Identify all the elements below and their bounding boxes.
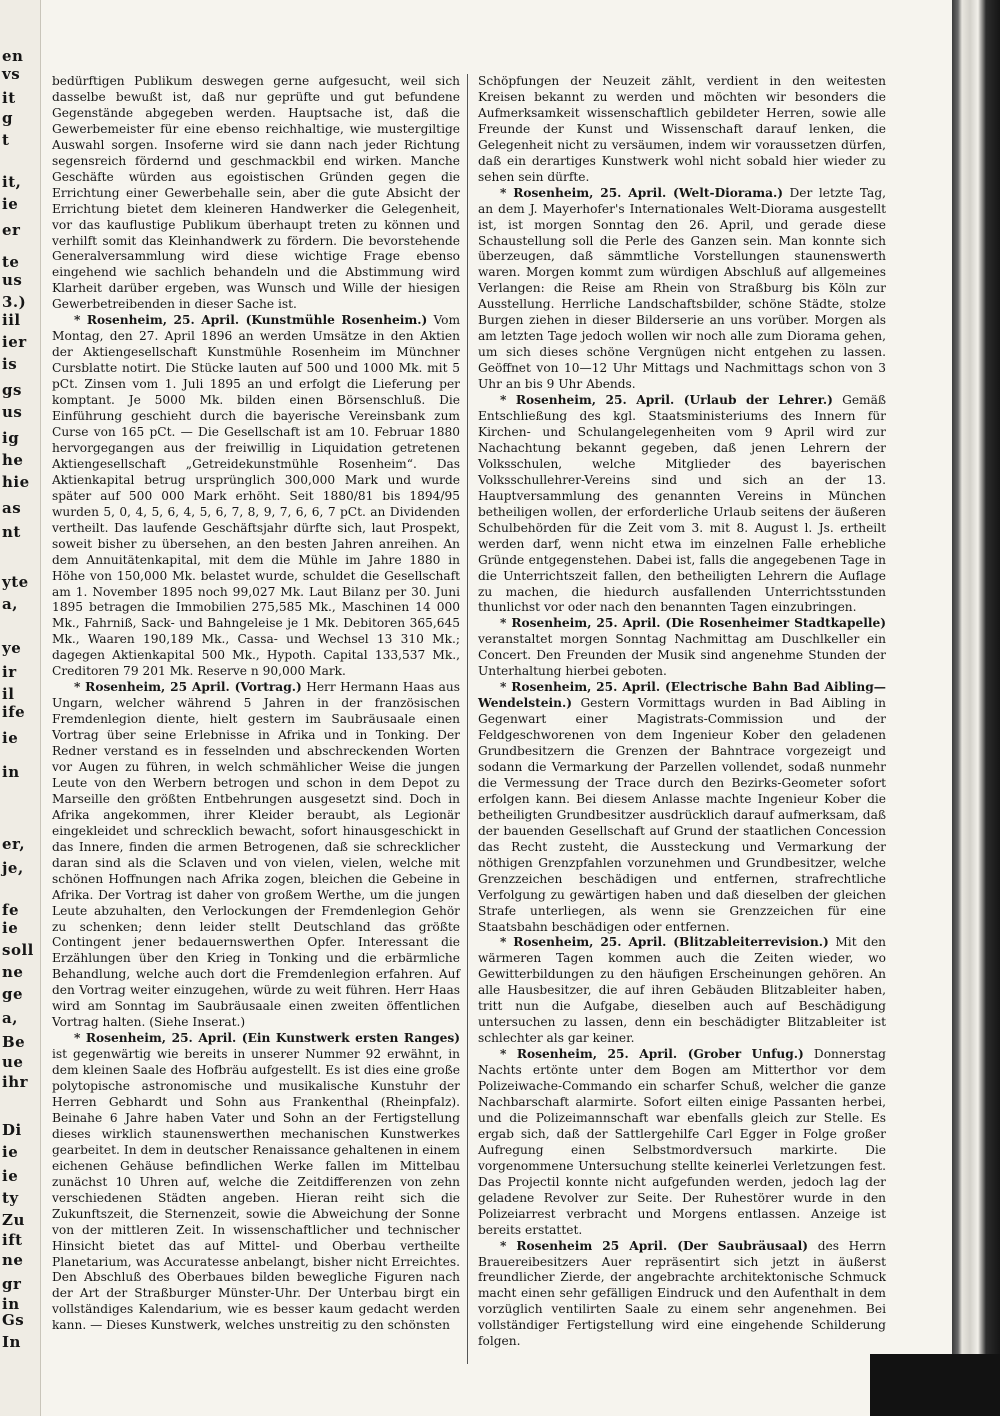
margin-fragment: ie xyxy=(2,729,19,747)
article-paragraph xyxy=(52,74,460,313)
margin-fragment: Gs xyxy=(2,1311,25,1329)
article-body: Mit den wärmeren Tagen kommen auch die Zeiten wieder, wo Gewitterbildungen zu den häufigen Erscheinungen gehören. An alle Hausbesitzer, die auf ihren Gebäuden Blitzableiter haben, tritt nun die Aufgabe, dieselben auch auf Beschädigung untersuchen zu lassen, denn ein beschädigter Blitzableiter ist schlechter als gar keiner. xyxy=(478,935,887,1046)
margin-fragment: is xyxy=(2,355,18,373)
article-paragraph xyxy=(478,74,886,186)
article-body: Gestern Vormittags wurden in Bad Aibling in Gegenwart einer Magistrats-Commission und der Feldgeschworenen von dem Ingenieur Kober den geladenen Grundbesitzern die Grenzen der Bahntrace vorgezeigt und sodann die Vermarkung der Parzellen vollendet, sodaß nunmehr die Vermessung der Trace durch den Bezirks-Geometer sofort erfolgen kann. Bei diesem Anlasse machte Ingenieur Kober die betheiligten Grundbesitzer ausdrücklich darauf aufmerksam, daß der bauenden Gesellschaft auf Grund der staatlichen Concession das Recht zusteht, die Aussteckung und Vermarkung der nöthigen Grenzpfahlen vorzunehmen und Grundbesitzer, welche Grenzzeichen beschädigen und entfernen, strafrechtliche Verfolgung zu gewärtigen haben und daß dieselben der gleichen Strafe unterliegen, als wenn sie Grenzzeichen für eine Staatsbahn beschädigen oder entfernen. xyxy=(478,696,887,934)
article-paragraph xyxy=(52,680,460,1031)
margin-fragment: gr xyxy=(2,1275,22,1293)
margin-fragment: Zu xyxy=(2,1211,25,1229)
margin-fragment: vs xyxy=(2,65,21,83)
margin-fragment: ne xyxy=(2,963,24,981)
margin-fragment: er xyxy=(2,221,21,239)
margin-fragment: ge xyxy=(2,985,24,1003)
margin-fragment: fe xyxy=(2,901,19,919)
margin-fragment: ier xyxy=(2,333,27,351)
article-body: Schöpfungen der Neuzeit zählt, verdient in den weitesten Kreisen bekannt zu werden und möchten wir besonders die Aufmerksamkeit wissenschaftlich gebildeter Herren, sowie alle Freunde der Kunst und Wissenschaft darauf lenken, die Gelegenheit nicht zu versäumen, indem wir voraussetzen dürfen, daß ein derartiges Kunstwerk wohl nicht sobald hier wieder zu sehen sein dürfte. xyxy=(478,74,886,184)
margin-fragment: ty xyxy=(2,1189,19,1207)
margin-fragment: ihr xyxy=(2,1073,29,1091)
margin-fragment: a, xyxy=(2,1009,18,1027)
article-paragraph xyxy=(52,313,460,680)
margin-fragment: as xyxy=(2,499,22,517)
article-paragraph xyxy=(478,1047,886,1238)
margin-fragment: he xyxy=(2,451,24,469)
binding-corner-block xyxy=(870,1354,1000,1416)
article-body: veranstaltet morgen Sonntag Nachmittag am Duschlkeller ein Concert. Den Freunden der Musik sind angenehme Stunden der Unterhaltung hierbei geboten. xyxy=(478,632,886,679)
article-paragraph xyxy=(478,186,886,393)
right-column xyxy=(478,74,886,1350)
margin-fragment: nt xyxy=(2,523,21,541)
margin-fragment: t xyxy=(2,131,10,149)
margin-fragment: je, xyxy=(2,859,24,877)
margin-fragment: soll xyxy=(2,941,34,959)
article-body: bedürftigen Publikum deswegen gerne aufgesucht, weil sich dasselbe bewußt ist, daß nur geprüfte und gut befundene Gegenstände abgegeben werden. Hauptsache ist, daß die Gewerbemeister für eine ebenso reichhaltige, wie mustergiltige Auswahl sorgen. Insoferne wird sie dann nach jeder Richtung segensreich fördernd und geschmackbil end wirken. Manche Geschäfte würden aus egoistischen Gründen gegen die Errichtung einer Gewerbehalle sein, aber die gute Absicht der Errichtung bietet dem kleineren Handwerker die Gelegenheit, vor das kauflustige Publikum überhaupt treten zu können und verhilft somit das Kleinhandwerk zu fördern. Die bevorstehende Generalversammlung wird diese wichtige Frage ebenso eingehend wie sachlich behandeln und die Abstimmung wird Klarheit darüber ergeben, was Wunsch und Wille der hiesigen Gewerbetreibenden in dieser Sache ist. xyxy=(52,74,460,312)
margin-fragment: ift xyxy=(2,1231,23,1249)
margin-fragment: In xyxy=(2,1333,21,1351)
margin-fragment: us xyxy=(2,271,23,289)
article-body: Der letzte Tag, an dem J. Mayerhofer's Internationales Welt-Diorama ausgestellt ist, ist morgen Sonntag den 26. April, und gerade diese Schaustellung soll die Perle des Ganzen sein. Man konnte sich überzeugen, daß sämmtliche Vorstellungen staunenswerth waren. Morgen kommt zum würdigen Abschluß auf allgemeines Verlangen: die Reise am Rhein von Straßburg bis Köln zur Ausstellung. Herrliche Landschaftsbilder, schöne Städte, stolze Burgen ziehen in dieser Bilderserie an uns vorüber. Morgen als am letzten Tage jedoch wollen wir noch alle zum Diorama gehen, um sich dieses schöne Vergnügen nicht entgehen zu lassen. Geöffnet von 10—12 Uhr Mittags und Nachmittags schon von 3 Uhr an bis 9 Uhr Abends. xyxy=(478,185,886,392)
margin-fragment: Di xyxy=(2,1121,22,1139)
margin-fragment: us xyxy=(2,403,23,421)
article-body: Vom Montag, den 27. April 1896 an werden Umsätze in den Aktien der Aktiengesellschaft Kunstmühle Rosenheim im Münchner Cursblatte notirt. Die Stücke lauten auf 500 und 1000 Mk. mit 5 pCt. Zinsen vom 1. Juli 1895 an und erfolgt die Lieferung per komptant. Je 5000 Mk. bilden einen Börsenschluß. Die Einführung geschieht durch die bayerische Vereinsbank zum Curse von 165 pCt. — Die Gesellschaft ist am 10. Februar 1880 hervorgegangen aus der freiwillig in Liquidation getretenen Aktiengesellschaft „Getreidekunstmühle Rosenheim“. Das Aktienkapital betrug ursprünglich 300,000 Mark und wurde später auf 500 000 Mark erhöht. Seit 1880/81 bis 1894/95 wurden 5, 0, 4, 5, 6, 4, 5, 6, 7, 8, 9, 7, 6, 6, 7 pCt. an Dividenden vertheilt. Das laufende Geschäftsjahr dürfte sich, laut Prospekt, soweit bisher zu übersehen, an den besten Jahren anreihen. An dem Annuitätenkapital, mit dem die Mühle im Jahre 1880 in Höhe von 150,000 Mk. belastet wurde, schuldet die Gesellschaft am 1. November 1895 noch 99,027 Mk. Laut Bilanz per 30. Juni 1895 betragen die Immobilien 275,585 Mk., Maschinen 14 000 Mk., Fahrniß, Sack- und Bahngeleise je 1 Mk. Debitoren 365,645 Mk., Waaren 190,189 Mk., Cassa- und Wechsel 13 310 Mk.; dagegen Aktienkapital 500 Mk., Hypoth. Capital 133,537 Mk., Creditoren 79 201 Mk. Reserve n 90,000 Mark. xyxy=(52,313,461,679)
margin-fragment: ife xyxy=(2,703,26,721)
article-heading: * Rosenheim, 25. April. (Welt-Diorama.) xyxy=(500,185,784,200)
margin-fragment: er, xyxy=(2,835,26,853)
margin-fragment: Be xyxy=(2,1033,26,1051)
margin-fragment: ie xyxy=(2,919,19,937)
margin-fragment: iil xyxy=(2,311,21,329)
margin-fragment: il xyxy=(2,685,15,703)
article-heading: * Rosenheim, 25. April. (Ein Kunstwerk ersten Ranges) xyxy=(74,1031,460,1046)
margin-fragment: 3.) xyxy=(2,293,27,311)
article-heading: * Rosenheim, 25. April. (Urlaub der Lehrer.) xyxy=(500,393,833,408)
book-binding xyxy=(952,0,1000,1416)
article-heading: * Rosenheim, 25 April. (Vortrag.) xyxy=(74,680,302,695)
article-paragraph xyxy=(478,616,886,680)
margin-fragment: it xyxy=(2,89,16,107)
article-body: Donnerstag Nachts ertönte unter dem Bogen am Mitterthor vor dem Polizeiwache-Commando ein scharfer Schuß, welcher die ganze Nachbarschaft alarmirte. Sofort eilten einige Passanten herbei, und die Polizeimannschaft war ebenfalls gleich zur Stelle. Es ergab sich, daß der Sattlergehilfe Carl Egger in Folge großer Aufregung einen Selbstmordversuch markirte. Die vorgenommene Untersuchung stellte keinerlei Verletzungen fest. Das Projectil konnte nicht aufgefunden werden, jedoch lag der geladene Revolver zur Seite. Der Ruhestörer wurde in den Polizeiarrest verbracht und Morgens entlassen. Anzeige ist bereits erstattet. xyxy=(478,1047,886,1237)
margin-fragment: yte xyxy=(2,573,29,591)
margin-fragment: in xyxy=(2,763,20,781)
margin-fragment: ue xyxy=(2,1053,24,1071)
margin-fragment: ir xyxy=(2,663,17,681)
article-body: Gemäß Entschließung des kgl. Staatsministeriums des Innern für Kirchen- und Schulangelegenheiten vom 9 April wird zur Nachachtung bekannt gegeben, daß jenen Lehrern der Volksschulen, welche Mitglieder des bayerischen Volksschullehrer-Vereins sind und sich an der 13. Hauptversammlung des genannten Vereins in München betheiligen wollen, der erforderliche Urlaub seitens der äußeren Schulbehörden für die Zeit vom 3. mit 8. August l. Js. ertheilt werden darf, wenn nicht etwa im einzelnen Falle erhebliche Gründe entgegenstehen. Dabei ist, falls die angegebenen Tage in die Unterrichtszeit fallen, den betheiligten Lehrern die Auflage zu machen, die hiedurch ausfallenden Unterrichtsstunden thunlichst vor oder nach den benannten Tagen einzubringen. xyxy=(478,393,886,615)
margin-fragment: ie xyxy=(2,195,19,213)
article-paragraph xyxy=(478,1239,886,1351)
article-paragraph xyxy=(478,935,886,1047)
article-body: des Herrn Brauereibesitzers Auer repräsentirt sich jetzt in äußerst freundlicher Zierde, der angebrachte architektonische Schmuck macht einen sehr gefälligen Eindruck und den Aufenthalt in dem vorzüglich ventilirten Saale zu einem sehr angenehmen. Bei vollständiger Fertigstellung wird eine eingehende Schilderung folgen. xyxy=(478,1238,886,1349)
margin-fragment: it, xyxy=(2,173,22,191)
article-body: Herr Hermann Haas aus Ungarn, welcher während 5 Jahren in der französischen Fremdenlegion diente, hielt gestern im Saubräusaale einen Vortrag über seine Erlebnisse in Afrika und in Tonking. Der Redner verstand es in fesselnden und abschreckenden Worten vor Augen zu führen, in welch schmählicher Weise die jungen Leute von den Werbern betrogen und schon in dem Depot zu Marseille den größten Entbehrungen ausgesetzt sind. Doch in Afrika angekommen, ihrer Kleider beraubt, als Legionär eingekleidet und schrecklich bewacht, sofort hinausgeschickt in das Innere, finden die armen Betrogenen, daß sie schrecklicher daran sind als die Sclaven und von vielen, vielen, welche mit schönen Hoffnungen nach Afrika zogen, bleichen die Gebeine in Afrika. Der Vortrag ist daher von großem Werthe, um die jungen Leute abzuhalten, den Verlockungen der Fremdenlegion Gehör zu schenken; denn leider stellt Deutschland das größte Contingent jener bedauernswerthen Opfer. Interessant die Erzählungen über den Krieg in Tonking und die erbärmliche Behandlung, welche auch dort die Fremdenlegion erfahren. Auf den Vortrag weiter einzugehen, würde zu weit führen. Herr Haas wird am Sonntag im Saubräusaale einen zweiten öffentlichen Vortrag halten. (Siehe Inserat.) xyxy=(52,680,461,1030)
article-body: ist gegenwärtig wie bereits in unserer Nummer 92 erwähnt, in dem kleinen Saale des Hofbräu aufgestellt. Es ist dies eine große polytopische astronomische und musikalische Kunstuhr der Herren Gebhardt und Sohn aus Frankenthal (Rheinpfalz). Beinahe 6 Jahre haben Vater und Sohn an der Fertigstellung dieses wirklich staunenswerthen mechanischen Kunstwerkes gearbeitet. In dem in deutscher Renaissance gehaltenen in einem eichenen Gehäuse befindlichen Werke fallen im Mittelbau zunächst 10 Uhren auf, welche die Zeitdifferenzen von zehn verschiedenen Städten angeben. Hieran reiht sich die Zukunftszeit, die Sternenzeit, sowie die Abweichung der Sonne von der mittleren Zeit. In wissenschaftlicher und technischer Hinsicht bietet das auf Mittel- und Oberbau vertheilte Planetarium, was Accuratesse anbelangt, bisher nicht Erreichtes. Den Abschluß des Oberbaues bilden bewegliche Figuren nach der Art der Straßburger Münster-Uhr. Der Unterbau birgt ein vollständiges Kalendarium, wie es besser kaum gedacht werden kann. — Dieses Kunstwerk, welches unstreitig zu den schönsten xyxy=(52,1047,460,1333)
margin-fragment: gs xyxy=(2,381,22,399)
adjacent-page-margin xyxy=(0,0,41,1416)
margin-fragment: g xyxy=(2,109,13,127)
article-paragraph xyxy=(52,1031,460,1334)
article-heading: * Rosenheim, 25. April. (Die Rosenheimer Stadtkapelle) xyxy=(500,616,886,631)
margin-fragment: en xyxy=(2,47,24,65)
margin-fragment: ie xyxy=(2,1167,19,1185)
article-heading: * Rosenheim, 25. April. (Electrische Bahn Bad Aibling—Wendelstein.) xyxy=(478,680,886,711)
article-heading: * Rosenheim 25 April. (Der Saubräusaal) xyxy=(500,1238,809,1253)
article-heading: * Rosenheim, 25. April. (Grober Unfug.) xyxy=(500,1047,804,1062)
margin-fragment: ig xyxy=(2,429,20,447)
article-heading: * Rosenheim, 25. April. (Kunstmühle Rosenheim.) xyxy=(74,313,428,328)
article-heading: * Rosenheim, 25. April. (Blitzableiterrevision.) xyxy=(500,935,829,950)
margin-fragment: ne xyxy=(2,1251,24,1269)
margin-fragment: ie xyxy=(2,1143,19,1161)
margin-fragment: hie xyxy=(2,473,30,491)
margin-fragment: ye xyxy=(2,639,22,657)
left-column xyxy=(52,74,460,1334)
article-paragraph xyxy=(478,393,886,616)
margin-fragment: a, xyxy=(2,595,18,613)
margin-fragment: te xyxy=(2,253,20,271)
margin-fragment: in xyxy=(2,1295,20,1313)
column-divider xyxy=(467,74,468,1364)
article-paragraph xyxy=(478,680,886,935)
